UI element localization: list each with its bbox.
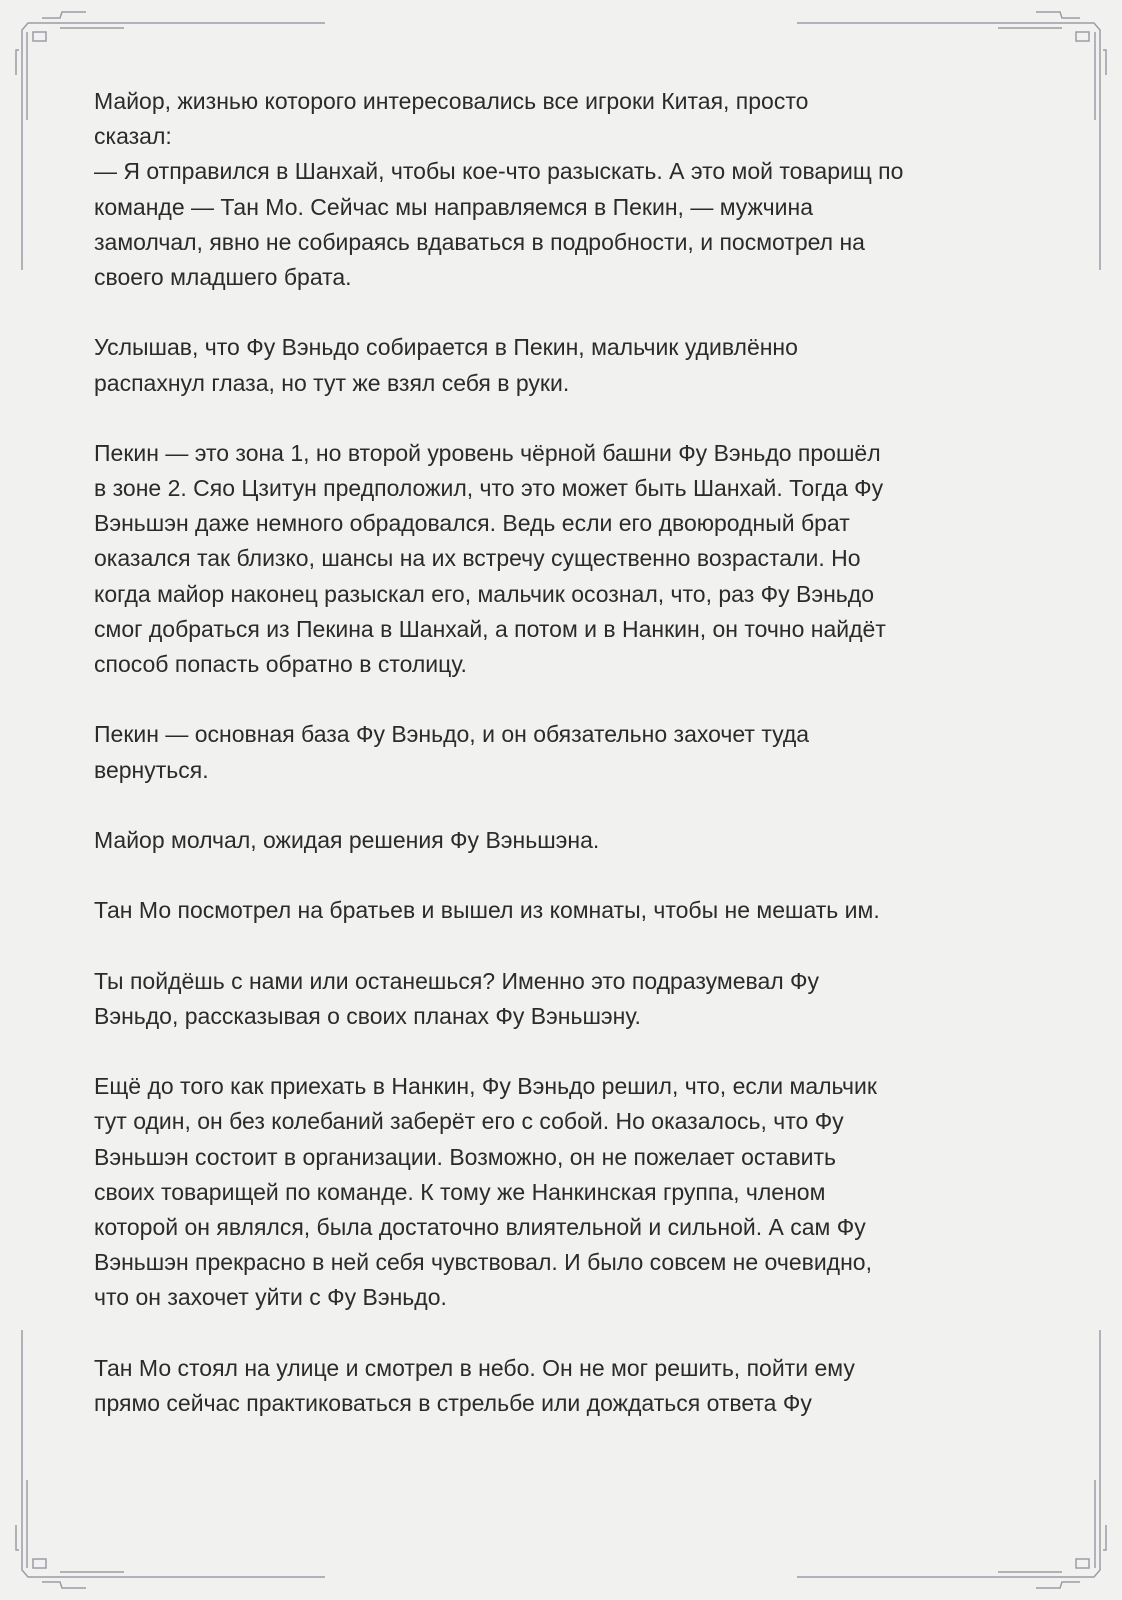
text-line: способ попасть обратно в столицу.: [94, 651, 467, 677]
text-line: Вэньшэн прекрасно в ней себя чувствовал. И было совсем не очевидно,: [94, 1249, 872, 1276]
text-line: своего младшего брата.: [94, 263, 352, 290]
text-line: в зоне 2. Сяо Цзитун предположил, что это может быть Шанхай. Тогда Фу: [94, 475, 884, 502]
text-line: Ты пойдёшь с нами или останешься? Именно это подразумевал Фу: [94, 967, 820, 994]
text-line: Майор молчал, ожидая решения Фу Вэньшэна.: [94, 826, 600, 853]
text-line: прямо сейчас практиковаться в стрельбе или дождаться ответа Фу: [94, 1389, 812, 1416]
paragraph: [94, 1351, 1054, 1421]
text-line: оказался так близко, шансы на их встречу существенно возрастали. Но: [94, 545, 861, 572]
paragraph: [94, 964, 1054, 1034]
text-line: тут один, он без колебаний заберёт его с собой. Но оказалось, что Фу: [94, 1108, 844, 1135]
text-line: что он захочет уйти с Фу Вэньдо.: [94, 1284, 447, 1311]
text-line: Ещё до того как приехать в Нанкин, Фу Вэньдо решил, что, если мальчик: [94, 1073, 877, 1100]
text-line: Вэньшэн состоит в организации. Возможно, он не пожелает оставить: [94, 1143, 837, 1170]
text-line: сказал:: [94, 123, 172, 150]
text-line: Майор, жизнью которого интересовались все игроки Китая, просто: [94, 88, 809, 114]
paragraph: [94, 330, 1054, 400]
page-text: [94, 84, 1054, 1456]
text-line: команде — Тан Мо. Сейчас мы направляемся в Пекин, — мужчина: [94, 193, 813, 220]
text-line: распахнул глаза, но тут же взял себя в руки.: [94, 369, 570, 396]
text-line: вернуться.: [94, 756, 209, 783]
paragraph: [94, 893, 1054, 928]
paragraph: [94, 1069, 1054, 1315]
paragraph: [94, 717, 1054, 787]
text-line: своих товарищей по команде. К тому же Нанкинская группа, членом: [94, 1178, 826, 1205]
text-line: Тан Мо посмотрел на братьев и вышел из комнаты, чтобы не мешать им.: [94, 897, 880, 924]
text-line: Тан Мо стоял на улице и смотрел в небо. Он не мог решить, пойти ему: [94, 1354, 855, 1381]
text-line: Пекин — основная база Фу Вэньдо, и он обязательно захочет туда: [94, 721, 810, 748]
text-line: Вэньдо, рассказывая о своих планах Фу Вэньшэну.: [94, 1002, 641, 1029]
text-line: замолчал, явно не собираясь вдаваться в подробности, и посмотрел на: [94, 228, 865, 255]
text-line: которой он являлся, была достаточно влиятельной и сильной. А сам Фу: [94, 1214, 866, 1240]
text-line: смог добраться из Пекина в Шанхай, а потом и в Нанкин, он точно найдёт: [94, 615, 886, 642]
text-line: Пекин — это зона 1, но второй уровень чёрной башни Фу Вэньдо прошёл: [94, 439, 881, 466]
paragraph: [94, 84, 1054, 295]
text-line: Вэньшэн даже немного обрадовался. Ведь если его двоюродный брат: [94, 510, 850, 537]
text-line: — Я отправился в Шанхай, чтобы кое-что разыскать. А это мой товарищ по: [94, 158, 904, 185]
paragraph: [94, 823, 1054, 858]
text-line: когда майор наконец разыскал его, мальчик осознал, что, раз Фу Вэньдо: [94, 580, 874, 607]
text-line: Услышав, что Фу Вэньдо собирается в Пекин, мальчик удивлённо: [94, 334, 798, 361]
paragraph: [94, 436, 1054, 682]
